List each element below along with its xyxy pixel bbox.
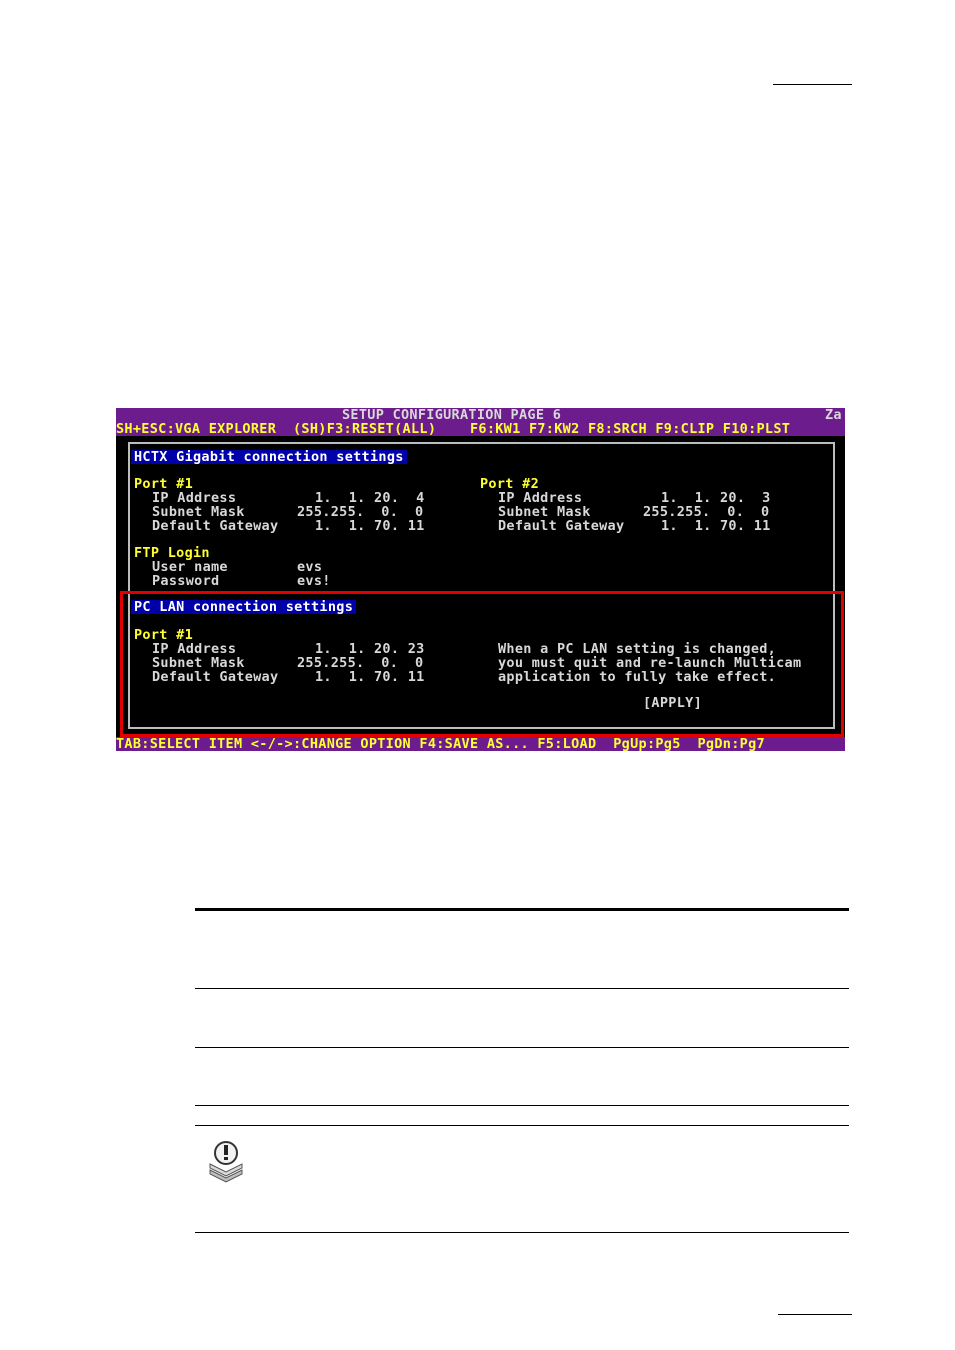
table-bottom-rule	[195, 1105, 849, 1106]
screen-title-right: Za	[825, 408, 842, 423]
pclan-ip-value[interactable]: 1. 1. 20. 23	[315, 641, 425, 657]
pclan-note-line1: When a PC LAN setting is changed,	[498, 641, 777, 657]
hctx-port1-gw-label: Default Gateway	[152, 518, 279, 534]
pclan-gw-label: Default Gateway	[152, 669, 279, 685]
pclan-note-line2: you must quit and re-launch Multicam	[498, 655, 802, 671]
hctx-port2-label: Port #2	[480, 476, 539, 492]
hctx-port2-gw-label: Default Gateway	[498, 518, 625, 534]
hctx-port2-ip-value[interactable]: 1. 1. 20. 3	[661, 490, 771, 506]
hctx-port1-gw-value[interactable]: 1. 1. 70. 11	[315, 518, 425, 534]
header-rule	[773, 84, 852, 85]
hctx-port1-label: Port #1	[134, 476, 193, 492]
hctx-port1-ip-label: IP Address	[152, 490, 237, 506]
footer-rule	[778, 1314, 852, 1315]
pclan-highlight-box	[120, 591, 844, 737]
apply-button[interactable]: [APPLY]	[643, 695, 702, 711]
table-row-rule-1	[195, 988, 849, 989]
pclan-note-line3: application to fully take effect.	[498, 669, 777, 685]
ftp-user-value[interactable]: evs	[297, 559, 323, 575]
ftp-login-label: FTP Login	[134, 545, 210, 561]
pclan-gw-value[interactable]: 1. 1. 70. 11	[315, 669, 425, 685]
hctx-port2-mask-value[interactable]: 255.255. 0. 0	[643, 504, 770, 520]
table-row-rule-2	[195, 1047, 849, 1048]
hctx-heading: HCTX Gigabit connection settings	[131, 450, 407, 464]
ftp-pass-value[interactable]: evs!	[297, 573, 331, 589]
hctx-port2-ip-label: IP Address	[498, 490, 583, 506]
hctx-port2-mask-label: Subnet Mask	[498, 504, 591, 520]
pclan-port1-label: Port #1	[134, 627, 193, 643]
pclan-mask-label: Subnet Mask	[152, 655, 245, 671]
note-bottom-rule	[195, 1232, 849, 1233]
hctx-port1-mask-label: Subnet Mask	[152, 504, 245, 520]
ftp-pass-label: Password	[152, 573, 220, 589]
hctx-port2-gw-value[interactable]: 1. 1. 70. 11	[661, 518, 771, 534]
pclan-ip-label: IP Address	[152, 641, 237, 657]
function-key-bar[interactable]: SH+ESC:VGA EXPLORER (SH)F3:RESET(ALL) F6:KW1 F7:KW2 F8:SRCH F9:CLIP F10:PLST	[116, 421, 791, 437]
warning-note-icon	[206, 1140, 246, 1186]
note-top-rule	[195, 1125, 849, 1126]
hctx-port1-mask-value[interactable]: 255.255. 0. 0	[297, 504, 424, 520]
screen-title: SETUP CONFIGURATION PAGE 6	[342, 408, 562, 423]
pclan-mask-value[interactable]: 255.255. 0. 0	[297, 655, 424, 671]
hctx-port1-ip-value[interactable]: 1. 1. 20. 4	[315, 490, 425, 506]
ftp-user-label: User name	[152, 559, 228, 575]
pclan-heading: PC LAN connection settings	[131, 600, 356, 614]
table-top-rule	[195, 908, 849, 911]
status-bar-text: TAB:SELECT ITEM <-/->:CHANGE OPTION F4:SAVE AS... F5:LOAD PgUp:Pg5 PgDn:Pg7	[116, 736, 765, 751]
